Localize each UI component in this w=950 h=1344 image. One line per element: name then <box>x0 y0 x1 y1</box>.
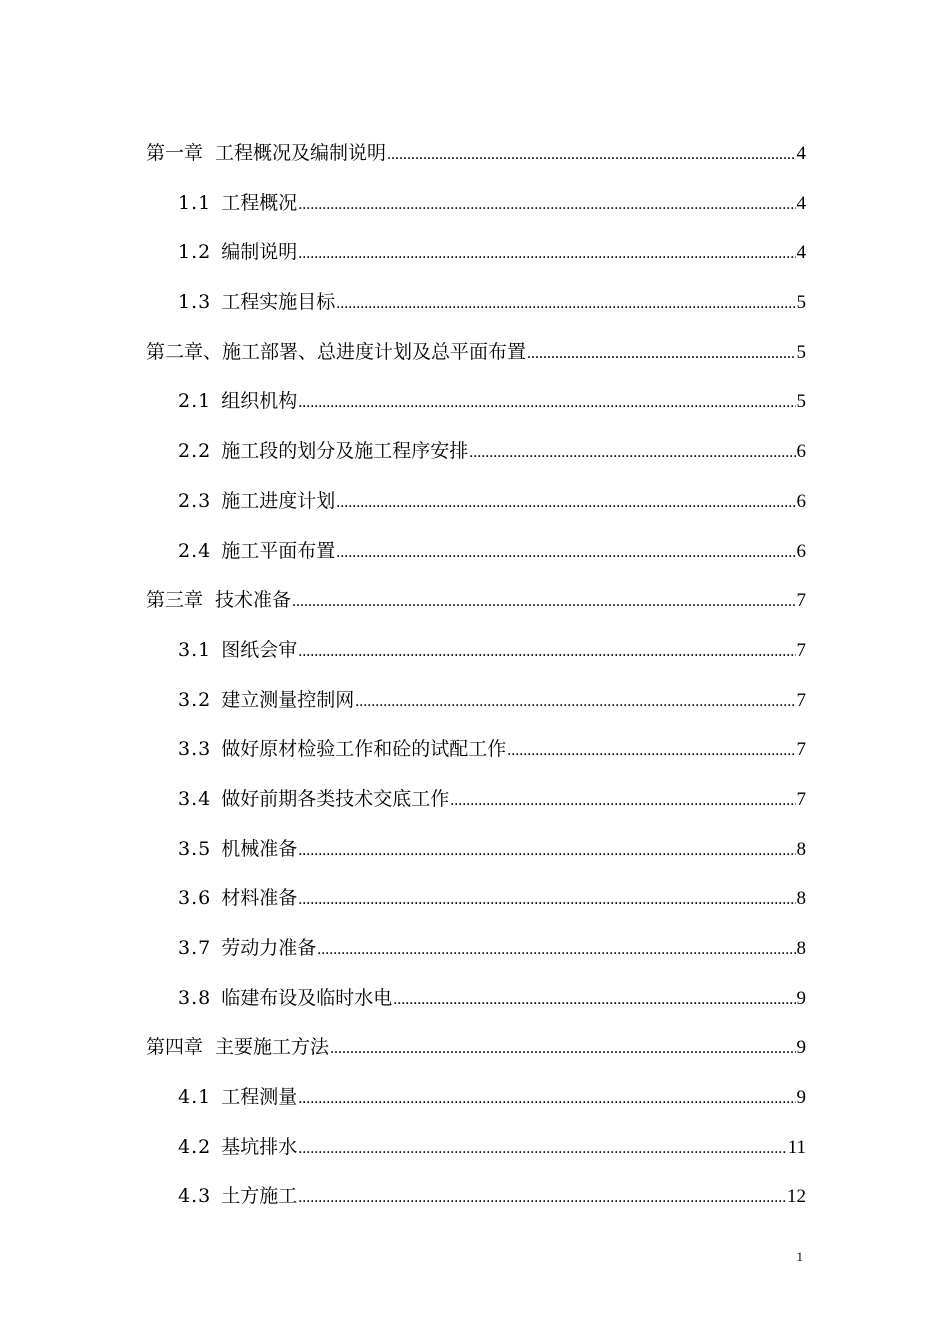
toc-section-number: 3.1 <box>178 638 212 661</box>
toc-dot-leader <box>298 627 795 677</box>
toc-entry[interactable] <box>146 477 806 527</box>
toc-title: 劳动力准备 <box>221 937 317 959</box>
toc-title: 第二章、施工部署、总进度计划及总平面布置 <box>146 340 527 363</box>
toc-page-number: 12 <box>787 1186 806 1208</box>
toc-page-number: 4 <box>796 143 806 164</box>
toc-page-number: 4 <box>796 192 806 214</box>
toc-page-number: 6 <box>796 441 806 463</box>
toc-page-number: 11 <box>787 1136 806 1158</box>
toc-title: 建立测量控制网 <box>221 688 355 711</box>
toc-dot-leader <box>298 180 795 230</box>
toc-chapter-label: 第四章 <box>146 1036 204 1059</box>
toc-dot-leader <box>298 875 795 925</box>
toc-section-number: 3.6 <box>178 887 212 910</box>
toc-dot-leader <box>298 378 795 428</box>
toc-dot-leader <box>298 826 795 876</box>
toc-entry[interactable] <box>146 328 806 378</box>
toc-entry[interactable] <box>146 626 806 676</box>
toc-section-number: 3.7 <box>178 937 212 959</box>
toc-page-number: 7 <box>796 739 806 761</box>
toc-title: 施工进度计划 <box>221 489 336 512</box>
toc-page-number: 7 <box>796 639 806 661</box>
toc-chapter-label: 第一章 <box>146 142 204 164</box>
toc-dot-leader <box>317 925 795 975</box>
toc-page-number: 9 <box>796 1037 806 1059</box>
toc-section-number: 2.3 <box>178 489 212 512</box>
toc-section-number: 1.1 <box>178 191 212 214</box>
toc-dot-leader <box>469 428 795 478</box>
toc-page-number: 5 <box>796 341 806 363</box>
toc-entry[interactable] <box>146 576 806 626</box>
toc-dot-leader <box>450 776 795 826</box>
toc-page-number: 6 <box>796 540 806 562</box>
toc-dot-leader <box>298 1173 786 1223</box>
footer-page-number: 1 <box>796 1249 803 1264</box>
toc-section-number: 2.1 <box>178 390 212 413</box>
toc-section-number: 3.3 <box>178 738 212 761</box>
toc-page-number: 8 <box>796 838 806 860</box>
toc-entry[interactable] <box>146 377 806 427</box>
toc-dot-leader <box>393 975 795 1025</box>
toc-chapter-label: 第三章 <box>146 589 204 612</box>
toc-section-number: 3.2 <box>178 688 212 711</box>
toc-dot-leader <box>387 130 795 180</box>
toc-entry[interactable] <box>146 974 806 1024</box>
toc-dot-leader <box>355 677 795 727</box>
toc-title: 做好原材检验工作和砼的试配工作 <box>221 738 507 761</box>
toc-section-number: 1.3 <box>178 291 212 314</box>
toc-entry[interactable] <box>146 129 806 179</box>
toc-dot-leader <box>507 726 795 776</box>
toc-entry[interactable] <box>146 228 806 278</box>
toc-page-number: 5 <box>796 391 806 413</box>
toc-entry[interactable] <box>146 527 806 577</box>
toc-page-number: 9 <box>796 1087 806 1109</box>
toc-dot-leader <box>527 329 795 379</box>
toc-section-number: 3.8 <box>178 986 212 1009</box>
toc-title: 临建布设及临时水电 <box>221 986 393 1009</box>
toc-title: 图纸会审 <box>221 638 298 661</box>
toc-page-number: 4 <box>796 242 806 264</box>
toc-section-number: 1.2 <box>178 241 212 264</box>
toc-dot-leader <box>336 279 795 329</box>
toc-entry[interactable] <box>146 1073 806 1123</box>
toc-title: 做好前期各类技术交底工作 <box>221 787 450 810</box>
toc-section-number: 4.3 <box>178 1185 212 1208</box>
toc-section-number: 2.2 <box>178 440 212 463</box>
toc-title: 工程测量 <box>221 1086 298 1109</box>
toc-dot-leader <box>292 577 795 627</box>
toc-page-number: 7 <box>796 590 806 612</box>
toc-dot-leader <box>336 478 795 528</box>
toc-title: 技术准备 <box>215 589 292 612</box>
toc-page-number: 7 <box>796 788 806 810</box>
toc-page-number: 8 <box>796 938 806 959</box>
toc-entry[interactable] <box>146 676 806 726</box>
toc-title: 施工段的划分及施工程序安排 <box>221 440 469 463</box>
toc-entry[interactable] <box>146 179 806 229</box>
toc-title: 土方施工 <box>221 1185 298 1208</box>
toc-title: 编制说明 <box>221 241 298 264</box>
toc-page-number: 8 <box>796 888 806 910</box>
toc-page-number: 6 <box>796 490 806 512</box>
toc-entry[interactable] <box>146 1123 806 1173</box>
toc-entry[interactable] <box>146 924 806 974</box>
toc-title: 施工平面布置 <box>221 539 336 562</box>
toc-entry[interactable] <box>146 1023 806 1073</box>
toc-entry[interactable] <box>146 725 806 775</box>
toc-section-number: 3.5 <box>178 837 212 860</box>
toc-section-number: 4.1 <box>178 1086 212 1109</box>
toc-entry[interactable] <box>146 775 806 825</box>
toc-entry[interactable] <box>146 1172 806 1222</box>
toc-page-number: 5 <box>796 292 806 314</box>
toc-title: 工程实施目标 <box>221 291 336 314</box>
toc-dot-leader <box>298 229 795 279</box>
toc-dot-leader <box>330 1024 795 1074</box>
toc-entry[interactable] <box>146 874 806 924</box>
toc-dot-leader <box>336 528 795 578</box>
toc-title: 材料准备 <box>221 887 298 910</box>
toc-title: 组织机构 <box>221 390 298 413</box>
toc-entry[interactable] <box>146 427 806 477</box>
toc-entry[interactable] <box>146 278 806 328</box>
toc-section-number: 4.2 <box>178 1135 212 1158</box>
toc-section-number: 3.4 <box>178 787 212 810</box>
toc-page-number: 9 <box>796 987 806 1009</box>
toc-entry[interactable] <box>146 825 806 875</box>
toc-dot-leader <box>298 1074 795 1124</box>
table-of-contents <box>146 129 806 1222</box>
toc-page-number: 7 <box>796 689 806 711</box>
toc-dot-leader <box>298 1124 786 1174</box>
toc-title: 工程概况 <box>221 191 298 214</box>
toc-title: 基坑排水 <box>221 1135 298 1158</box>
toc-section-number: 2.4 <box>178 539 212 562</box>
toc-title: 机械准备 <box>221 837 298 860</box>
toc-title: 主要施工方法 <box>215 1036 330 1059</box>
toc-title: 工程概况及编制说明 <box>215 142 387 164</box>
